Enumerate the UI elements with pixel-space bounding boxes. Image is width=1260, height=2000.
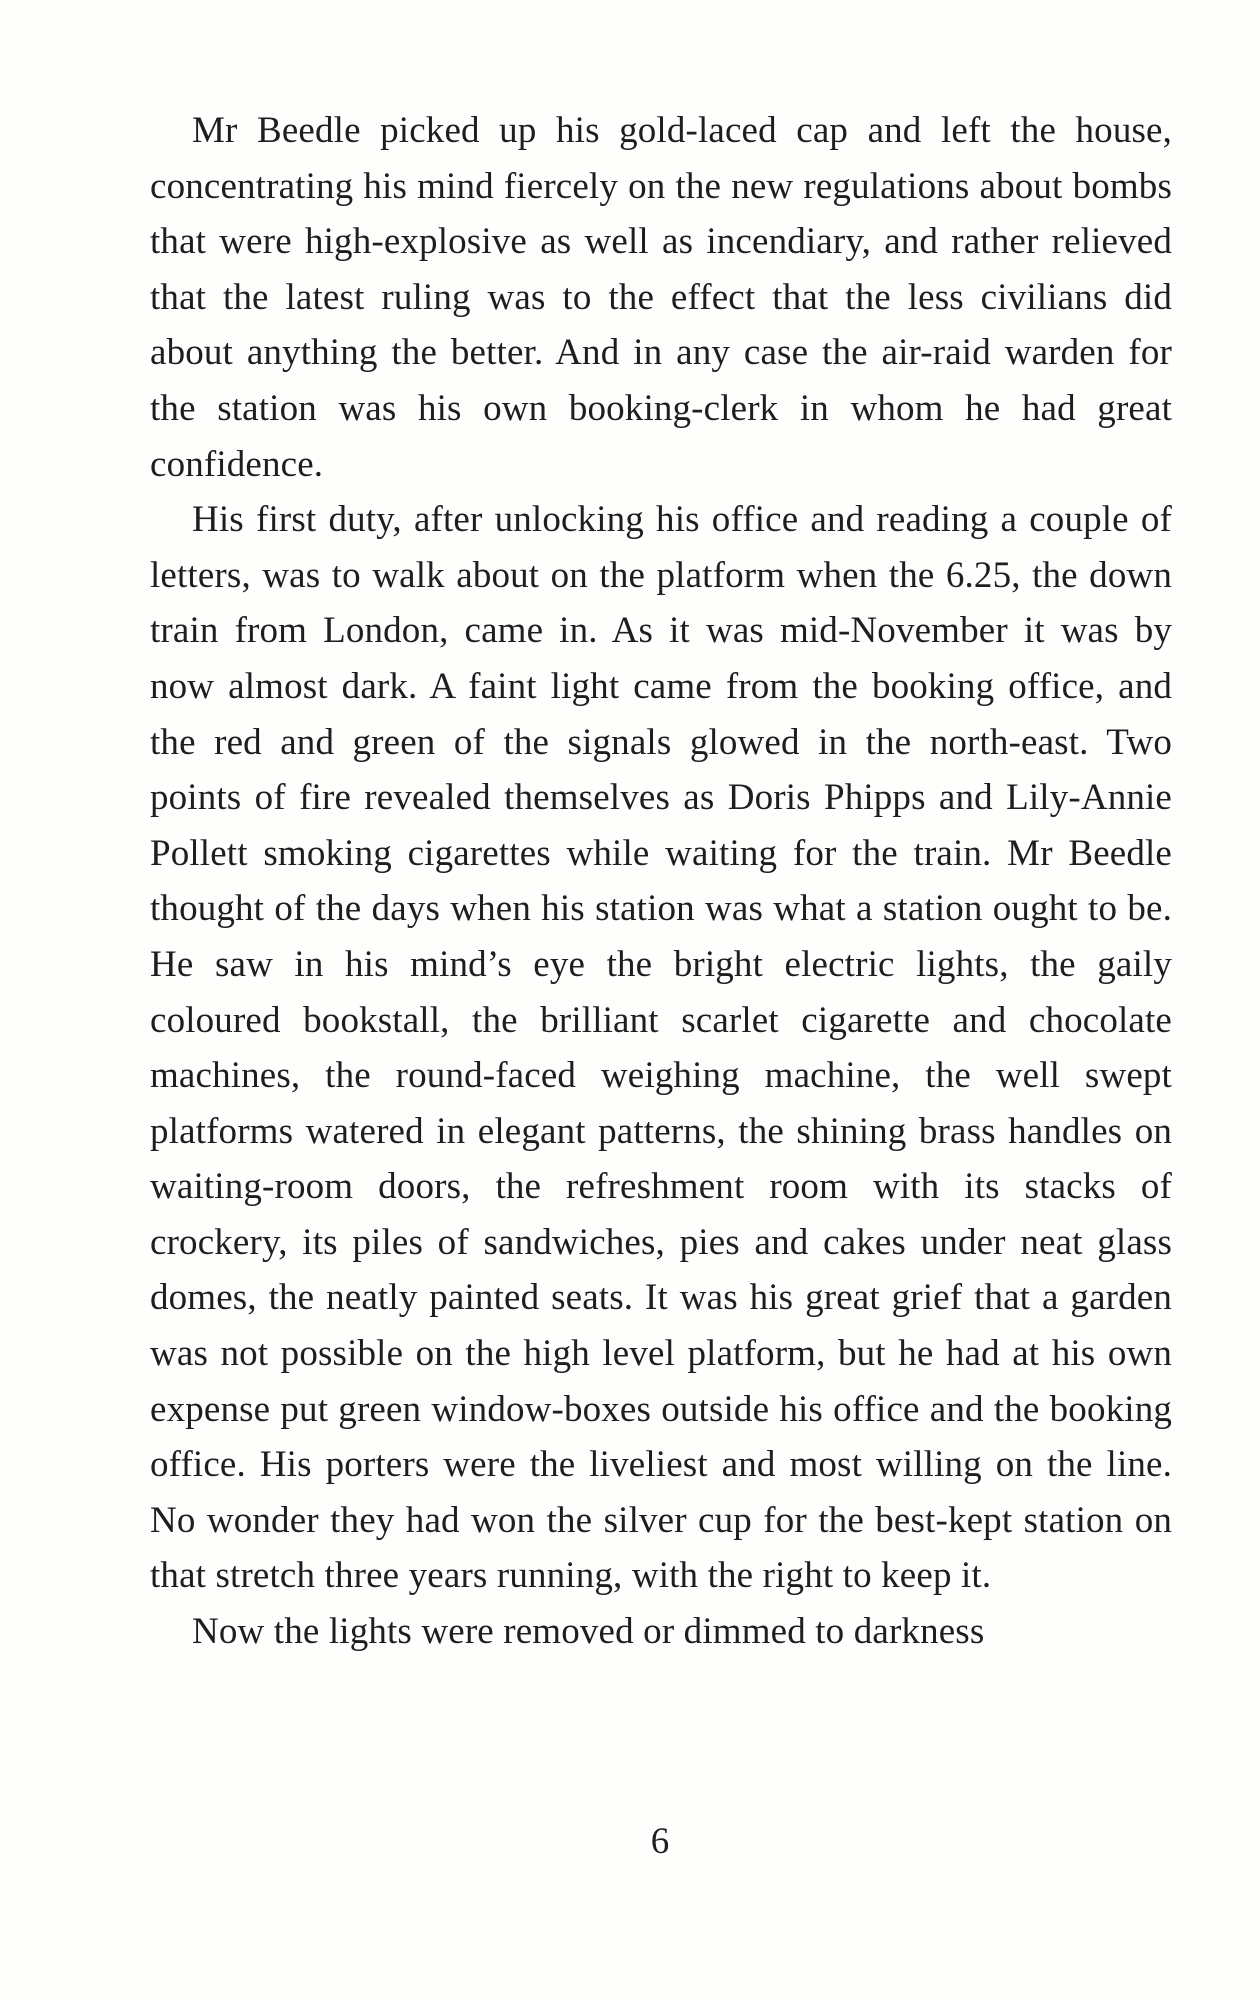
page-number: 6 [650, 1821, 670, 1862]
paragraph-3: Now the lights were removed or dimmed to darkness [192, 1611, 985, 1653]
paragraph-2: His first duty, after unlocking his office and reading a couple of letters, was to walk about on the platform when the 6.25, the down train from London, came in. As it was mid-November it was by now almost dark. A faint light came from the booking office, and the red and green of the signals glowed in the north-east. Two points of fire revealed themselves as Doris Phipps and Lily-Annie Pollett smoking cigarettes while waiting for the train. Mr Beedle thought of the days when his station was what a station ought to be. He saw in his mind’s eye the bright electric lights, the gaily coloured bookstall, the brilliant scarlet cigarette and chocolate machines, the round-faced weighing machine, the well swept platforms watered in elegant patterns, the shining brass handles on waiting-room doors, the refreshment room with its stacks of crockery, its piles of sandwiches, pies and cakes under neat glass domes, the neatly painted seats. It was his great grief that a garden was not possible on the high level platform, but he had at his own expense put green window-boxes outside his office and the booking office. His porters were the liveliest and most willing on the line. No wonder they had won the silver cup for the best-kept station on that stretch three years running, with the right to keep it. [150, 499, 1172, 1597]
paragraph-1: Mr Beedle picked up his gold-laced cap and left the house, concentrating his mind fiercely on the new regulations about bombs that were high-explosive as well as incendiary, and rather relieved that the latest ruling was to the effect that the less civilians did about anything the better. And in any case the air-raid warden for the station was his own booking-clerk in whom he had great confidence. [150, 110, 1172, 485]
body-text [150, 103, 1172, 1660]
